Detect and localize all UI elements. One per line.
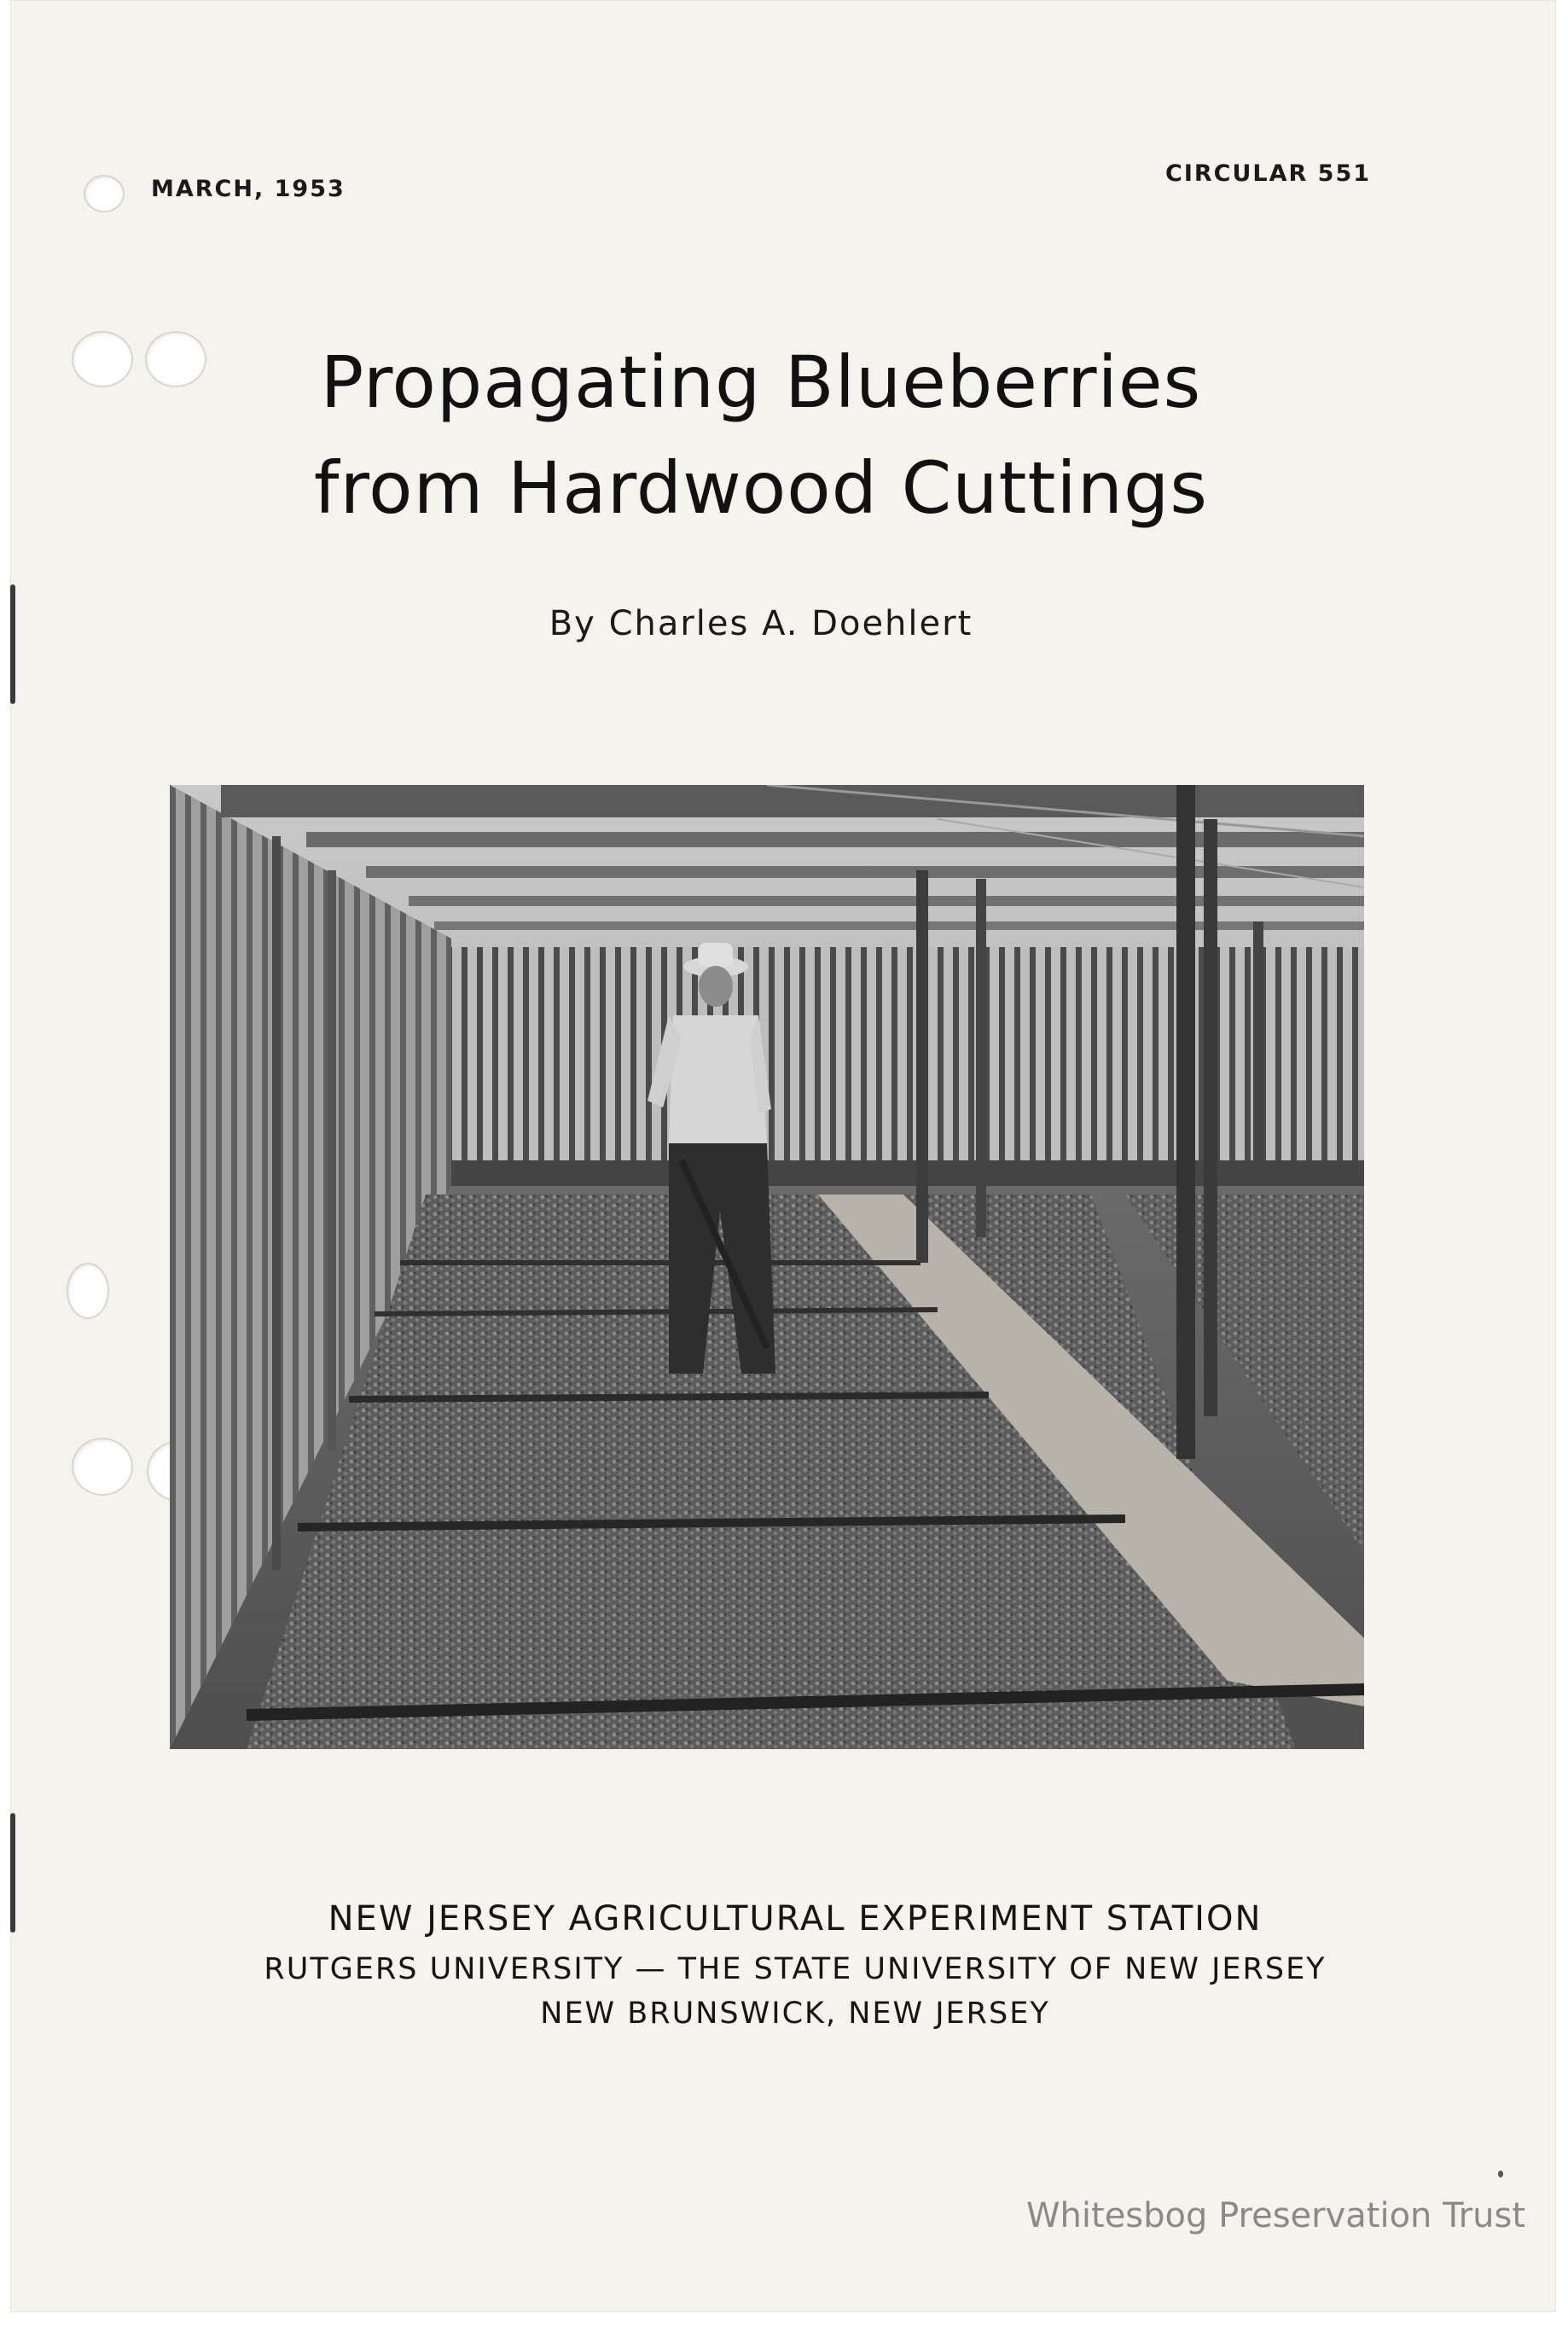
author-byline: By Charles A. Doehlert [549, 604, 973, 643]
staple-bottom [10, 1813, 15, 1933]
document-page [10, 0, 1556, 2312]
staple-top [10, 584, 15, 704]
university-name: RUTGERS UNIVERSITY — THE STATE UNIVERSITY OF NEW JERSEY [264, 1952, 1327, 1986]
publication-date: MARCH, 1953 [151, 176, 346, 202]
ink-speck [1498, 2171, 1503, 2177]
title-line-2: from Hardwood Cuttings [313, 446, 1209, 530]
lath-house-photo-illustration [170, 785, 1364, 1749]
title-line-1: Propagating Blueberries [320, 340, 1202, 424]
watermark-text: Whitesbog Preservation Trust [1026, 2196, 1525, 2235]
binder-hole [72, 331, 133, 387]
binder-hole [145, 331, 206, 387]
binder-hole [72, 1438, 133, 1496]
station-name: NEW JERSEY AGRICULTURAL EXPERIMENT STATION [328, 1899, 1263, 1938]
cover-photograph [170, 785, 1364, 1749]
circular-number: CIRCULAR 551 [1165, 160, 1372, 187]
binder-hole [67, 1263, 109, 1319]
document-title [266, 329, 1256, 541]
binder-hole [84, 175, 125, 212]
location: NEW BRUNSWICK, NEW JERSEY [540, 1997, 1050, 2031]
